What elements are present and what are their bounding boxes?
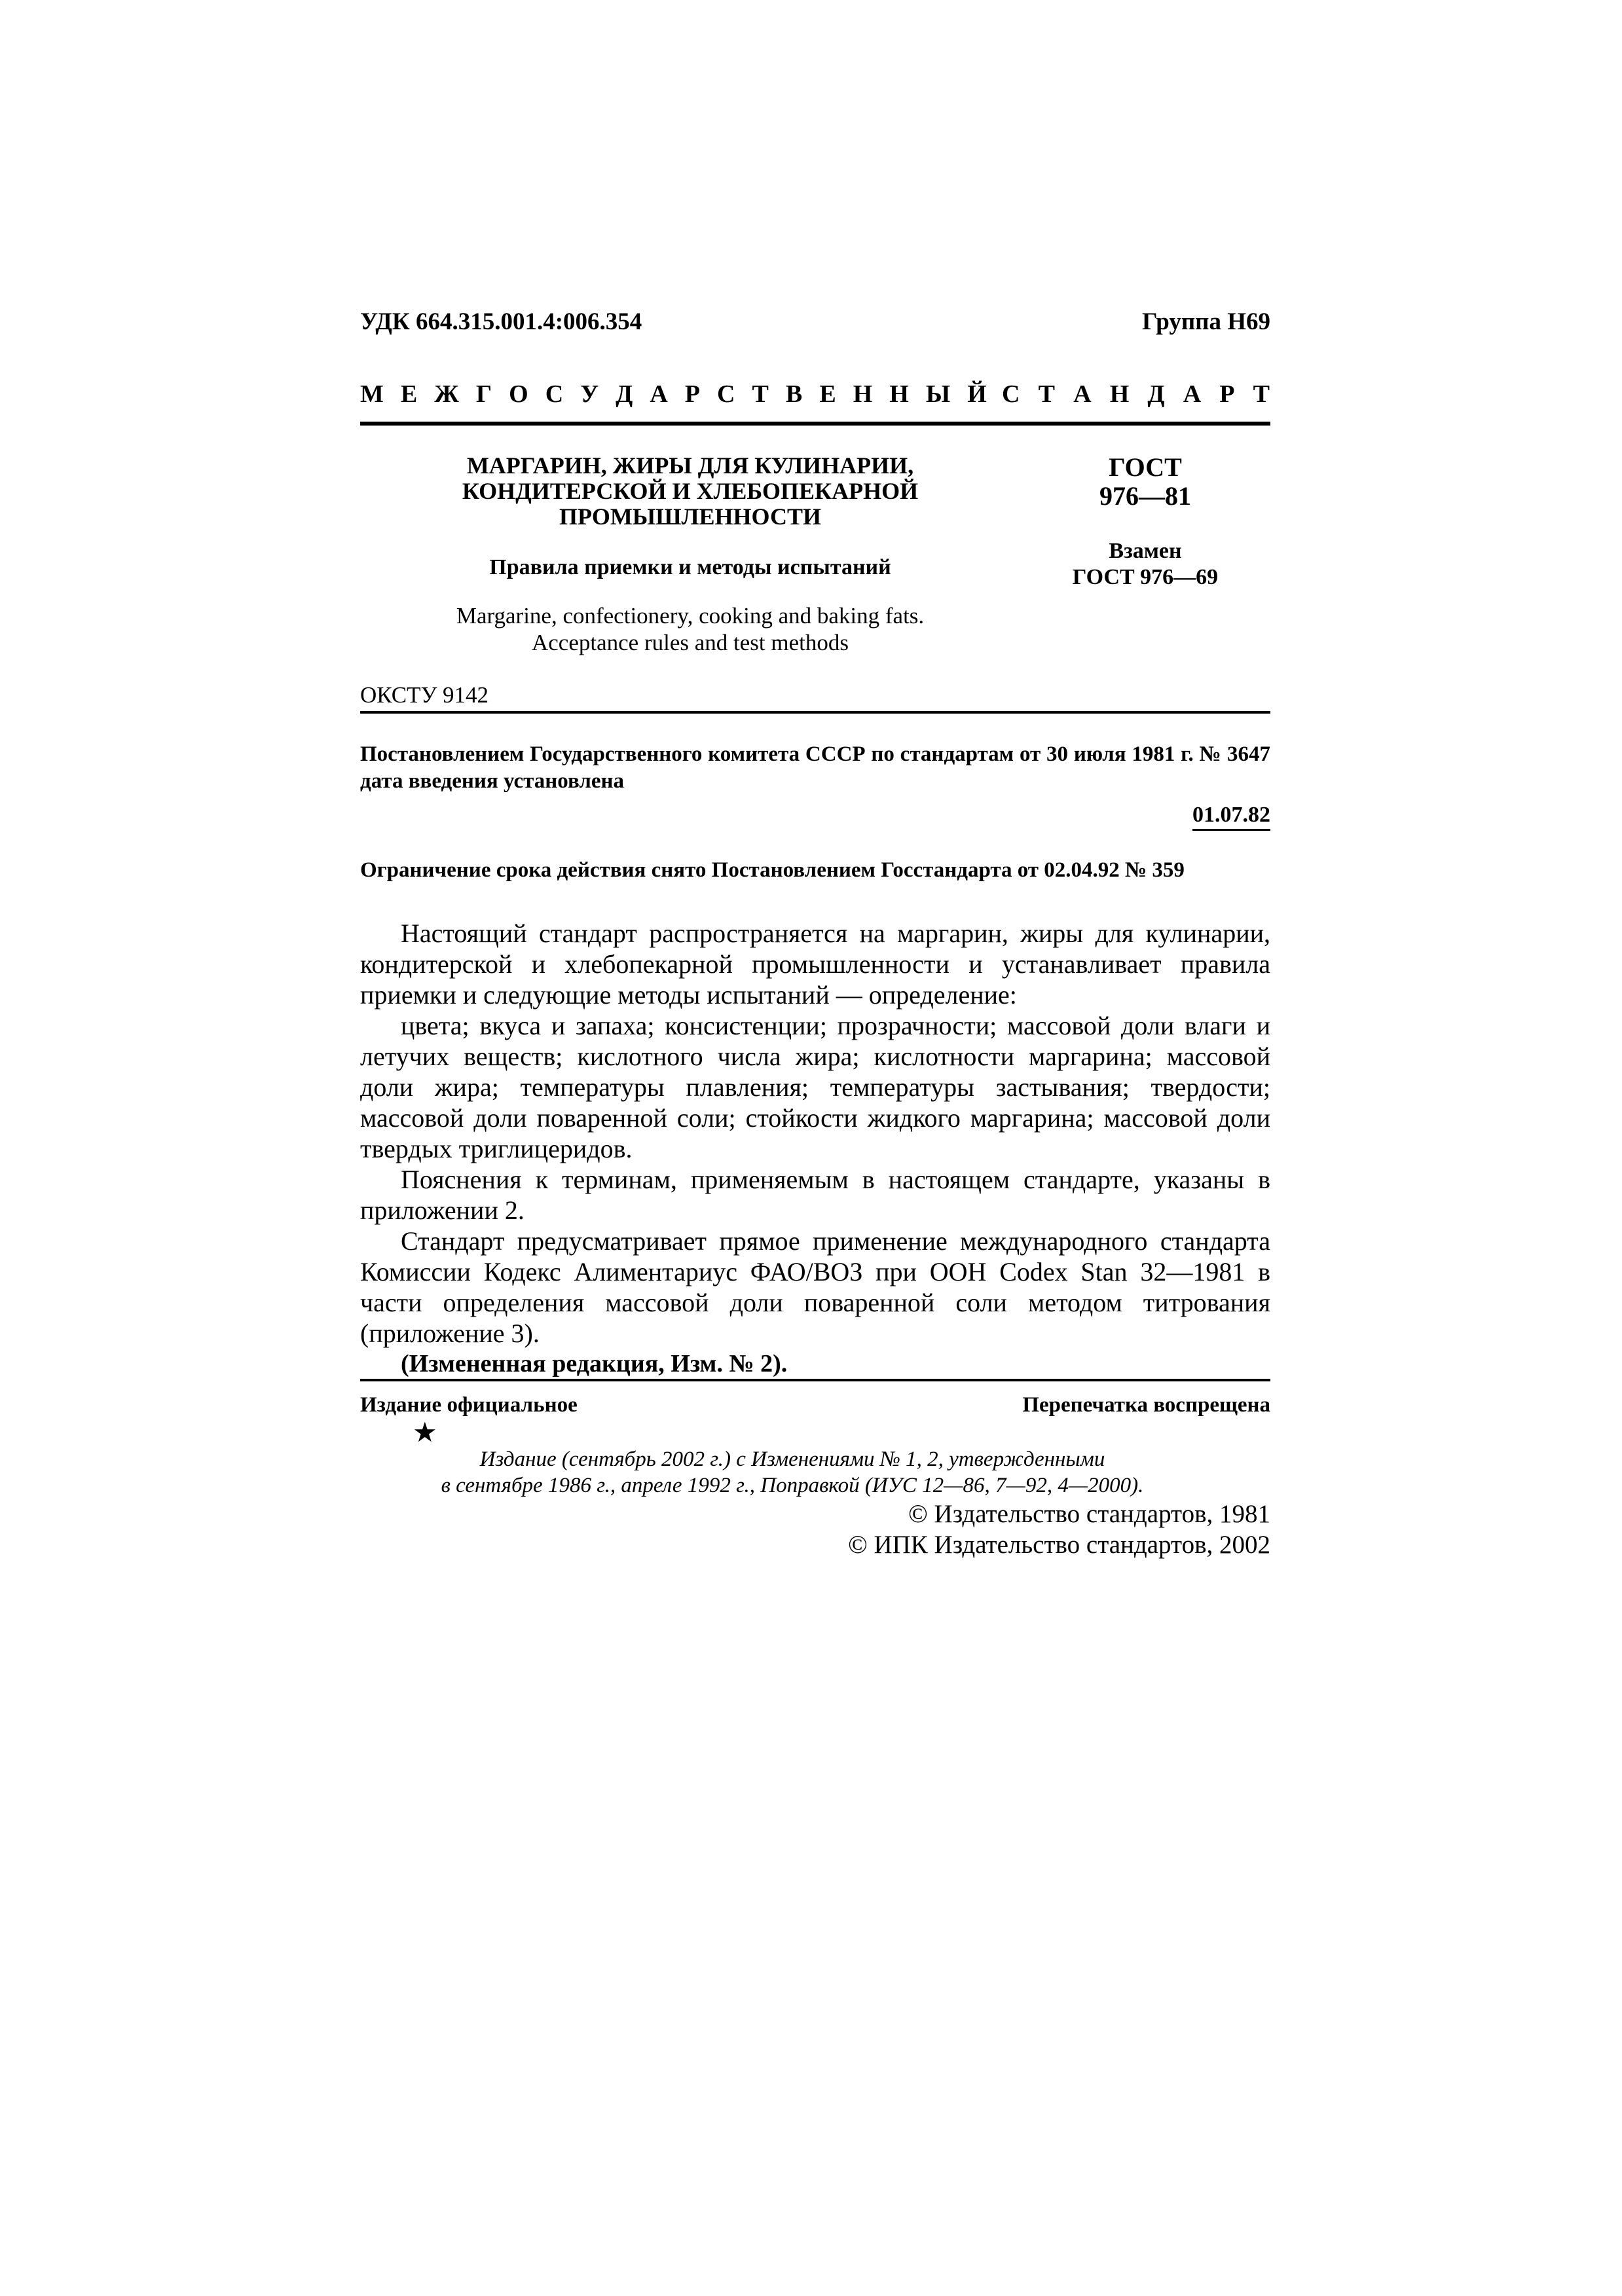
document-subtitle: Правила приемки и методы испытаний <box>489 555 891 579</box>
group-code: Группа Н69 <box>1142 308 1270 335</box>
introduction-date <box>360 803 1270 831</box>
copyright-1981: © Издательство стандартов, 1981 <box>908 1500 1270 1528</box>
amendment-note: (Измененная редакция, Изм. № 2). <box>401 1350 788 1377</box>
english-title: Margarine, confectionery, cooking and baking fats. Acceptance rules and test methods <box>456 603 925 655</box>
replaces-gost: Взамен ГОСТ 976—69 <box>1072 539 1219 589</box>
reprint-prohibited: Перепечатка воспрещена <box>1022 1393 1270 1417</box>
document-page <box>360 308 1270 1683</box>
paragraph: цвета; вкуса и запаха; консистенции; прозрачности; массовой доли влаги и летучих веществ; кислотного числа жира; кислотности маргарина; массовой доли жира; температуры плавления; температуры застывания; твердости; массовой доли поваренной соли; стойкости жидкого маргарина; массовой доли твердых триглицеридов. <box>360 1011 1270 1163</box>
udk-code: УДК 664.315.001.4:006.354 <box>360 308 642 335</box>
divider-rule <box>360 711 1270 714</box>
official-edition: Издание официальное <box>360 1393 578 1417</box>
title-left-column <box>360 453 1020 656</box>
paragraph: Настоящий стандарт распространяется на маргарин, жиры для кулинарии, кондитерской и хлебопекарной промышленности и устанавливает правила приемки и следующие методы испытаний — определение: <box>360 919 1270 1010</box>
interstate-standard-heading <box>360 380 1270 409</box>
interstate-word: М Е Ж Г О С У Д А Р С Т В Е Н Н Ы Й <box>360 380 987 408</box>
body-text <box>360 918 1270 1349</box>
standard-word: С Т А Н Д А Р Т <box>1002 380 1270 408</box>
divider-rule <box>360 422 1270 426</box>
paragraph: Пояснения к терминам, применяемым в настоящем стандарте, указаны в приложении 2. <box>360 1165 1270 1225</box>
limitation-text: Ограничение срока действия снято Постановлением Госстандарта от 02.04.92 № 359 <box>360 858 1185 882</box>
decree-text: Постановлением Государственного комитета СССР по стандартам от 30 июля 1981 г. № 3647 дата введения установлена <box>360 742 1270 793</box>
document-title: МАРГАРИН, ЖИРЫ ДЛЯ КУЛИНАРИИ, КОНДИТЕРСКОЙ И ХЛЕБОПЕКАРНОЙ ПРОМЫШЛЕННОСТИ <box>462 452 919 530</box>
copyright-2002: © ИПК Издательство стандартов, 2002 <box>848 1531 1270 1559</box>
edition-note: Издание (сентябрь 2002 г.) с Изменениями № 1, 2, утвержденными в сентябре 1986 г., апреле 1992 г., Поправкой (ИУС 12—86, 7—92, 4—2000). <box>441 1448 1144 1497</box>
okstu-code: ОКСТУ 9142 <box>360 682 489 708</box>
introduction-date-value: 01.07.82 <box>1192 803 1270 831</box>
title-right-column <box>1020 453 1270 656</box>
star-icon: ★ <box>413 1418 437 1448</box>
divider-rule <box>360 1379 1270 1381</box>
gost-number: ГОСТ 976—81 <box>1099 452 1191 511</box>
paragraph: Стандарт предусматривает прямое применение международного стандарта Комиссии Кодекс Алиментариус ФАО/ВОЗ при ООН Codex Stan 32—1981 в части определения массовой доли поваренной соли методом титрования (приложение 3). <box>360 1226 1270 1348</box>
title-block <box>360 453 1270 656</box>
header-row <box>360 308 1270 339</box>
edition-row <box>360 1393 1270 1417</box>
